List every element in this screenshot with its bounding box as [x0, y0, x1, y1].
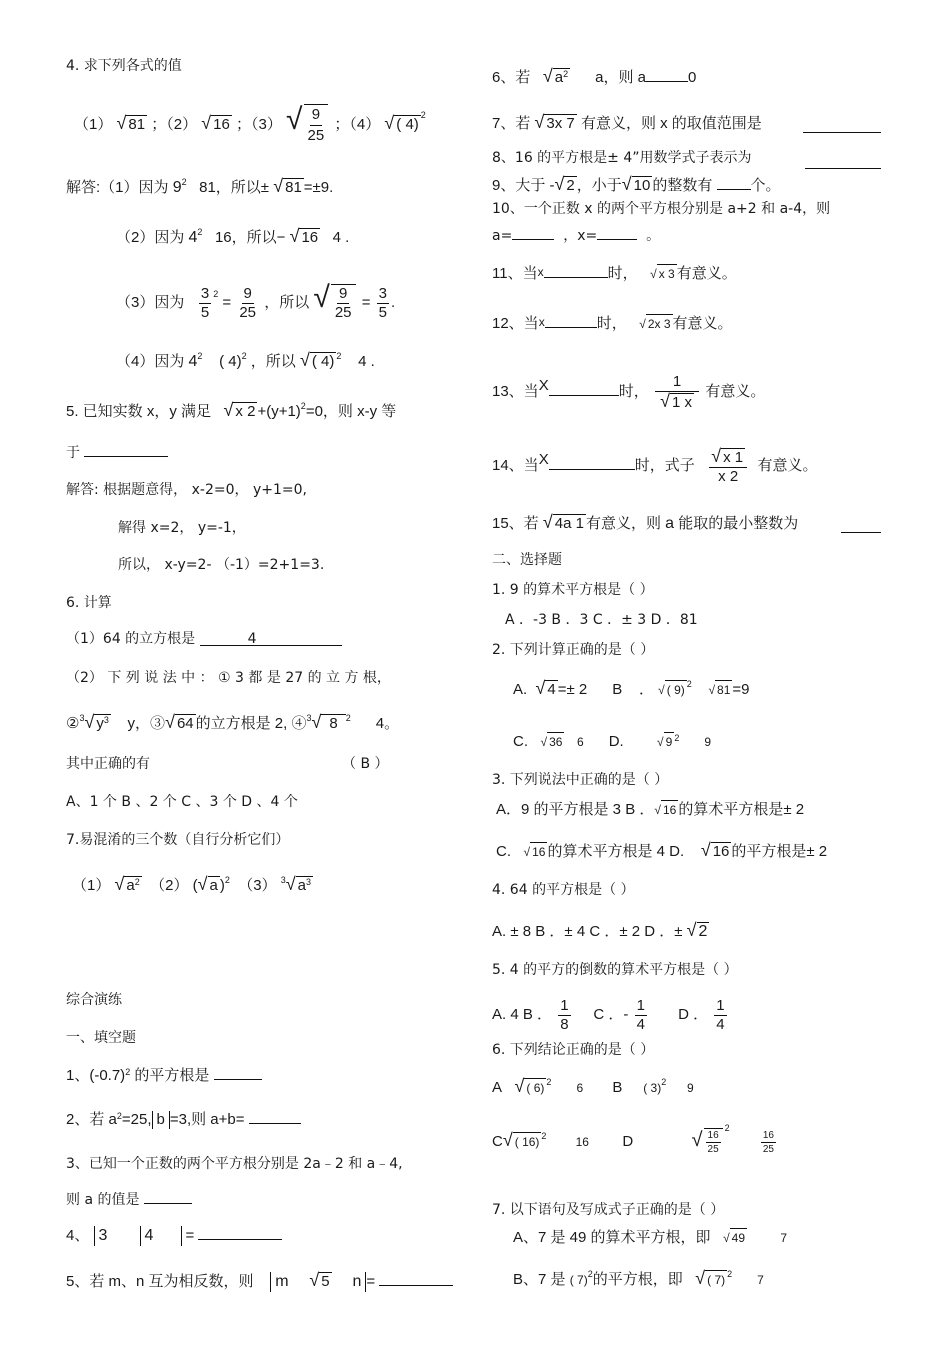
- q4-answer-3: （3）因为 $\frac{3}{5}$ $^2$ = $\frac{9}{25}$ ，所以 √ $\frac{9}{25}$ = $\frac{3}{5}$ .: [116, 281, 396, 322]
- answer-blank[interactable]: [717, 177, 751, 190]
- choice-q3-options-ab: A．9 的平方根是 3 B ．√ 16 的算术平方根是± 2: [496, 801, 805, 818]
- practice-title: 综合演练: [66, 992, 122, 1008]
- choice-q6-options-cd: C√ ( 16) $^2$ 16 D √ $\frac{16}{25}$ $^2$ $\frac{16}{25}$: [492, 1123, 774, 1156]
- sqrt-icon: √: [695, 1268, 706, 1288]
- q7-title: 7.易混淆的三个数（自行分析它们）: [66, 832, 290, 848]
- choice-q7-option-a: A、7 是 49 的算术平方根，即 √ 49 7: [513, 1229, 788, 1246]
- sqrt-icon: √: [534, 112, 545, 132]
- sqrt-icon: √: [197, 874, 208, 894]
- choice-q2-options-cd: C. √ 36 6 D. √ 9 $^2$ 9: [513, 733, 712, 750]
- answer-blank[interactable]: [646, 69, 688, 82]
- q6-part-2-answer: 其中正确的有 （ B ）: [66, 756, 389, 772]
- sqrt-icon: √: [201, 112, 212, 133]
- sqrt-icon: √: [711, 445, 722, 466]
- choice-q2-options-ab: A. √ 4 =± 2 B ． √ ( 9) $^2$ √ 81 =9: [513, 678, 750, 698]
- sqrt-icon: √: [658, 683, 665, 697]
- answer-blank[interactable]: [549, 457, 635, 470]
- answer-blank[interactable]: [249, 1111, 301, 1124]
- sqrt-icon: √: [691, 1129, 703, 1151]
- fill-q6: 6、若 √ $a^2$ a，则 a 0: [492, 66, 697, 86]
- sqrt-icon: √: [502, 1130, 513, 1150]
- fill-q5: 5、若 m、n 互为相反数，则 m √ 5 n =: [66, 1270, 453, 1292]
- answer-blank[interactable]: [214, 1067, 262, 1080]
- answer-blank[interactable]: [805, 156, 881, 169]
- answer-blank[interactable]: [597, 227, 637, 240]
- q6-part-2: （2） 下 列 说 法 中 ： ① 3 都 是 27 的 立 方 根，: [66, 670, 391, 686]
- q4-answer-4: （4）因为 $4^2$ ( 4)$^2$ ，所以 √ ( 4) $^2$ 4 .: [116, 350, 375, 370]
- choice-q5-options: A. 4 B ． $\frac{1}{8}$ C ．- $\frac{1}{4}$ D ． $\frac{1}{4}$: [492, 996, 725, 1033]
- q5-answer-3: 所以， x-y=2- （-1）=2+1=3.: [118, 557, 325, 573]
- sqrt-icon: √: [309, 1270, 320, 1290]
- fill-q1: 1、$(-0.7)^2$ 的平方根是: [66, 1066, 262, 1086]
- sqrt-icon: √: [523, 845, 531, 859]
- sqrt-icon: √: [116, 112, 127, 133]
- sqrt-icon: √: [650, 267, 657, 281]
- choice-q1-options: A ．-3 B ．3 C ．± 3 D ．81: [505, 612, 698, 628]
- sqrt-icon: √: [723, 1231, 730, 1245]
- sqrt-icon: √: [657, 735, 664, 749]
- choice-q2: 2. 下列计算正确的是（ ）: [492, 642, 655, 658]
- sqrt-icon: √: [542, 512, 553, 532]
- fill-q13: 13、当X 时， $\frac{1}{√ 1 x}$ 有意义。: [492, 372, 766, 411]
- fill-q10-line1: 10、一个正数 x 的两个平方根分别是 a+2 和 a-4，则: [492, 201, 831, 217]
- sqrt-icon: √: [540, 735, 548, 749]
- q6-options: A、1 个 B 、2 个 C 、3 个 D 、4 个: [66, 794, 298, 810]
- fill-q12: 12、当$^x$ 时， √ 2x 3 有意义。: [492, 315, 733, 332]
- answer-blank[interactable]: [841, 520, 881, 533]
- sqrt-icon: √: [286, 102, 303, 136]
- answer-blank[interactable]: [84, 444, 168, 457]
- fill-q15: 15、若 √ 4a 1 有意义，则 a 能取的最小整数为: [492, 512, 799, 532]
- choice-q7-option-b: B、7 是 ( 7)$^2$的平方根，即 √ ( 7) $^2$ 7: [513, 1268, 764, 1288]
- fill-q3-line2: 则 a 的值是: [66, 1190, 192, 1210]
- sqrt-icon: √: [311, 712, 322, 732]
- q6-part-1: （1）64 的立方根是 4: [66, 629, 342, 649]
- answer-blank[interactable]: [803, 120, 881, 133]
- sqrt-icon: √: [285, 874, 296, 894]
- sqrt-icon: √: [542, 66, 553, 86]
- choice-q3-options-cd: C. √ 16 的算术平方根是 4 D. √ 16 的平方根是± 2: [496, 840, 828, 860]
- sqrt-icon: √: [514, 1076, 525, 1096]
- sqrt-icon: √: [84, 712, 95, 732]
- answer-blank[interactable]: [144, 1191, 192, 1204]
- q4-answer-2: （2）因为 $4^2$ 16，所以− √ 16 4 .: [116, 226, 350, 246]
- answer-blank[interactable]: [549, 383, 619, 396]
- fill-q7: 7、若 √ 3x 7 有意义，则 x 的取值范围是: [492, 112, 762, 132]
- q5-answer-1: 解答: 根据题意得， x-2=0， y+1=0,: [66, 482, 307, 498]
- sqrt-icon: √: [686, 920, 697, 940]
- sqrt-icon: √: [708, 683, 716, 697]
- choice-q4: 4. 64 的平方根是（ ）: [492, 882, 635, 898]
- sqrt-icon: √: [700, 840, 711, 860]
- fill-q2: 2、若 $a^2=25$, b =3,则 a+b=: [66, 1110, 301, 1130]
- choice-q3: 3. 下列说法中正确的是（ ）: [492, 772, 669, 788]
- answer-blank[interactable]: [512, 227, 554, 240]
- q4-items: （1） √ 81 ；（2） √ 16 ；（3） √ $\frac{9}{25}$ ；（4） √ ( 4)$^2$: [74, 102, 426, 144]
- sqrt-icon: √: [273, 176, 284, 196]
- sqrt-icon: √: [313, 281, 330, 314]
- choice-q6: 6. 下列结论正确的是（ ）: [492, 1042, 655, 1058]
- fill-q11: 11、当$^x$ 时， √ x 3 有意义。: [492, 265, 737, 282]
- sqrt-icon: √: [289, 226, 300, 246]
- sqrt-icon: √: [621, 174, 632, 194]
- choice-q6-options-ab: A √ ( 6) $^2$ 6 B ( 3)$^2$ 9: [492, 1076, 694, 1096]
- fill-q9: 9、大于 -√ 2 ，小于√ 10 的整数有 个。: [492, 174, 781, 194]
- q6-title: 6. 计算: [66, 595, 112, 611]
- sqrt-icon: √: [535, 678, 546, 698]
- sqrt-icon: √: [654, 803, 661, 817]
- choice-section-title: 二、选择题: [492, 552, 562, 568]
- sqrt-icon: √: [223, 400, 234, 420]
- fill-q14: 14、当X 时，式子 $\frac{√ x 1}{x 2}$ 有意义。: [492, 445, 818, 485]
- answer-blank[interactable]: [544, 265, 608, 278]
- choice-q1: 1. 9 的算术平方根是（ ）: [492, 582, 654, 598]
- q5-answer-2: 解得 x=2， y=-1，: [118, 520, 246, 536]
- choice-q5: 5. 4 的平方的倒数的算术平方根是（ ）: [492, 962, 738, 978]
- q5-question: 5. 已知实数 x，y 满足 √ x $2 +(y+1)^2=0$，则 x-y 等: [66, 400, 397, 420]
- right-column: [475, 0, 950, 1345]
- fill-q3-line1: 3、已知一个正数的两个平方根分别是 2a﹣2 和 a﹣4,: [66, 1156, 403, 1172]
- q6-part-2-items: ②$^3$√ $y^3$ y，③√ 64 的立方根是 2, ④$^3$√ 8 $^2$ 4。: [66, 712, 400, 732]
- left-column: [0, 0, 440, 1345]
- sqrt-icon: √: [299, 350, 310, 370]
- fill-q4: 4、 3 4 =: [66, 1226, 282, 1246]
- sqrt-icon: √: [639, 317, 646, 331]
- sqrt-icon: √: [660, 390, 670, 411]
- fill-q10-line2: a= ，x= 。: [492, 228, 661, 244]
- q4-answer-1: 解答:（1）因为 $9^2$ 81，所以± √ 81 =±9.: [66, 176, 334, 196]
- answer-blank[interactable]: [545, 315, 597, 328]
- answer-blank[interactable]: [198, 1227, 282, 1240]
- choice-q4-options: A. ± 8 B ．± 4 C ．± 2 D ．± √ 2: [492, 920, 708, 940]
- sqrt-icon: √: [165, 712, 175, 732]
- sqrt-icon: √: [384, 112, 395, 133]
- sqrt-icon: √: [554, 174, 565, 194]
- q4-title: 4. 求下列各式的值: [66, 58, 182, 74]
- fill-in-section-title: 一、填空题: [66, 1030, 136, 1046]
- answer-blank[interactable]: [379, 1273, 453, 1286]
- q5-question-cont: 于: [66, 443, 168, 463]
- q7-items: （1） √ $a^2$ （2） (√ a )$^2$ （3） $^3$√ $a^3$: [72, 874, 311, 894]
- choice-q7: 7. 以下语句及写成式子正确的是（ ）: [492, 1202, 725, 1218]
- fill-q8: 8、16 的平方根是± 4”用数学式子表示为: [492, 150, 752, 166]
- sqrt-icon: √: [114, 874, 125, 894]
